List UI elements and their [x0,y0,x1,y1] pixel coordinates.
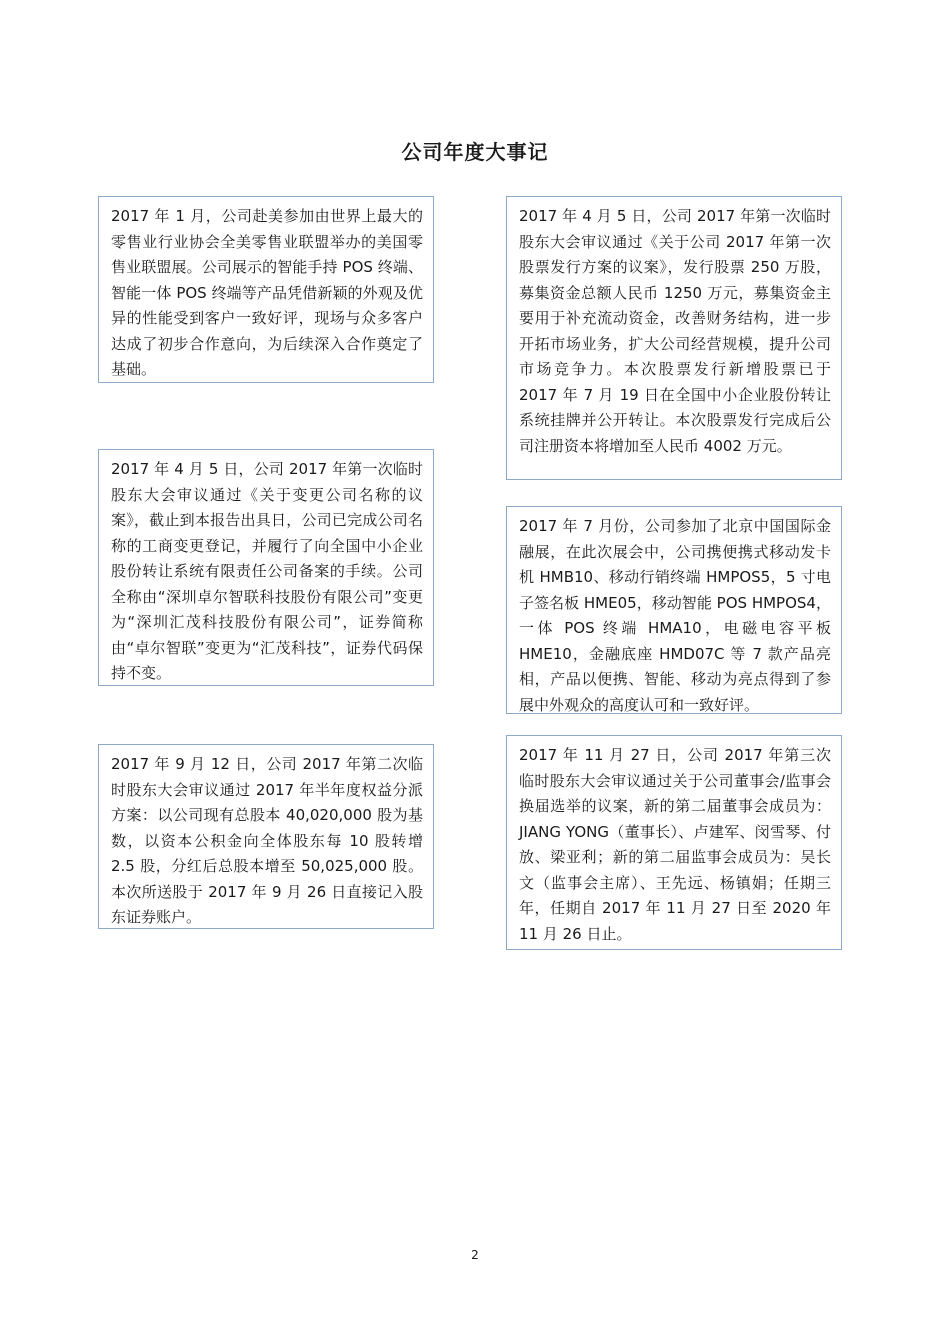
event-text: 2017 年 4 月 5 日，公司 2017 年第一次临时股东大会审议通过《关于变更公司名称的议案》，截止到本报告出具日，公司已完成公司名称的工商变更登记，并履行了向全国中小企业股份转让系统有限责任公司备案的手续。公司全称由“深圳卓尔智联科技股份有限公司”变更为“深圳汇茂科技股份有限公司”，证券简称由“卓尔智联”变更为“汇茂科技”，证券代码保持不变。 [111,460,423,682]
event-text: 2017 年 11 月 27 日，公司 2017 年第三次临时股东大会审议通过关于公司董事会/监事会换届选举的议案，新的第二届董事会成员为：JIANG YONG（董事长）、卢建军、闵雪琴、付放、梁亚利；新的第二届监事会成员为：吴长文（监事会主席）、王先远、杨镇娟；任期三年，任期自 2017 年 11 月 27 日至 2020 年 11 月 26 日止。 [519,746,831,943]
page-number: 2 [471,1248,479,1262]
event-box-2017-01-retail-expo [98,196,434,383]
event-box-2017-11-board-election [506,735,842,950]
event-box-2017-04-name-change [98,449,434,686]
event-box-2017-04-stock-issuance [506,196,842,480]
event-text: 2017 年 9 月 12 日，公司 2017 年第二次临时股东大会审议通过 2017 年半年度权益分派方案：以公司现有总股本 40,020,000 股为基数，以资本公积金向全体股东每 10 股转增 2.5 股，分红后总股本增至 50,025,000 股。本次所送股于 2017 年 9 月 26 日直接记入股东证券账户。 [111,755,423,926]
event-text: 2017 年 7 月份，公司参加了北京中国国际金融展，在此次展会中，公司携便携式移动发卡机 HMB10、移动行销终端 HMPOS5，5 寸电子签名板 HME05，移动智能 POS HMPOS4，一体 POS 终端 HMA10，电磁电容平板 HME10，金融底座 HMD07C 等 7 款产品亮相，产品以便携、智能、移动为亮点得到了参展中外观众的高度认可和一致好评。 [519,517,831,714]
event-text: 2017 年 1 月，公司赴美参加由世界上最大的零售业行业协会全美零售业联盟举办的美国零售业联盟展。公司展示的智能手持 POS 终端、智能一体 POS 终端等产品凭借新颖的外观及优异的性能受到客户一致好评，现场与众多客户达成了初步合作意向，为后续深入合作奠定了基础。 [111,207,423,378]
event-text: 2017 年 4 月 5 日，公司 2017 年第一次临时股东大会审议通过《关于公司 2017 年第一次股票发行方案的议案》，发行股票 250 万股，募集资金总额人民币 1250 万元，募集资金主要用于补充流动资金，改善财务结构，进一步开拓市场业务，扩大公司经营规模，提升公司市场竞争力。本次股票发行新增股票已于 2017 年 7 月 19 日在全国中小企业股份转让系统挂牌并公开转让。本次股票发行完成后公司注册资本将增加至人民币 4002 万元。 [519,207,831,455]
page-title: 公司年度大事记 [401,140,549,164]
event-box-2017-09-equity-distribution [98,744,434,929]
event-box-2017-07-finance-expo [506,506,842,714]
